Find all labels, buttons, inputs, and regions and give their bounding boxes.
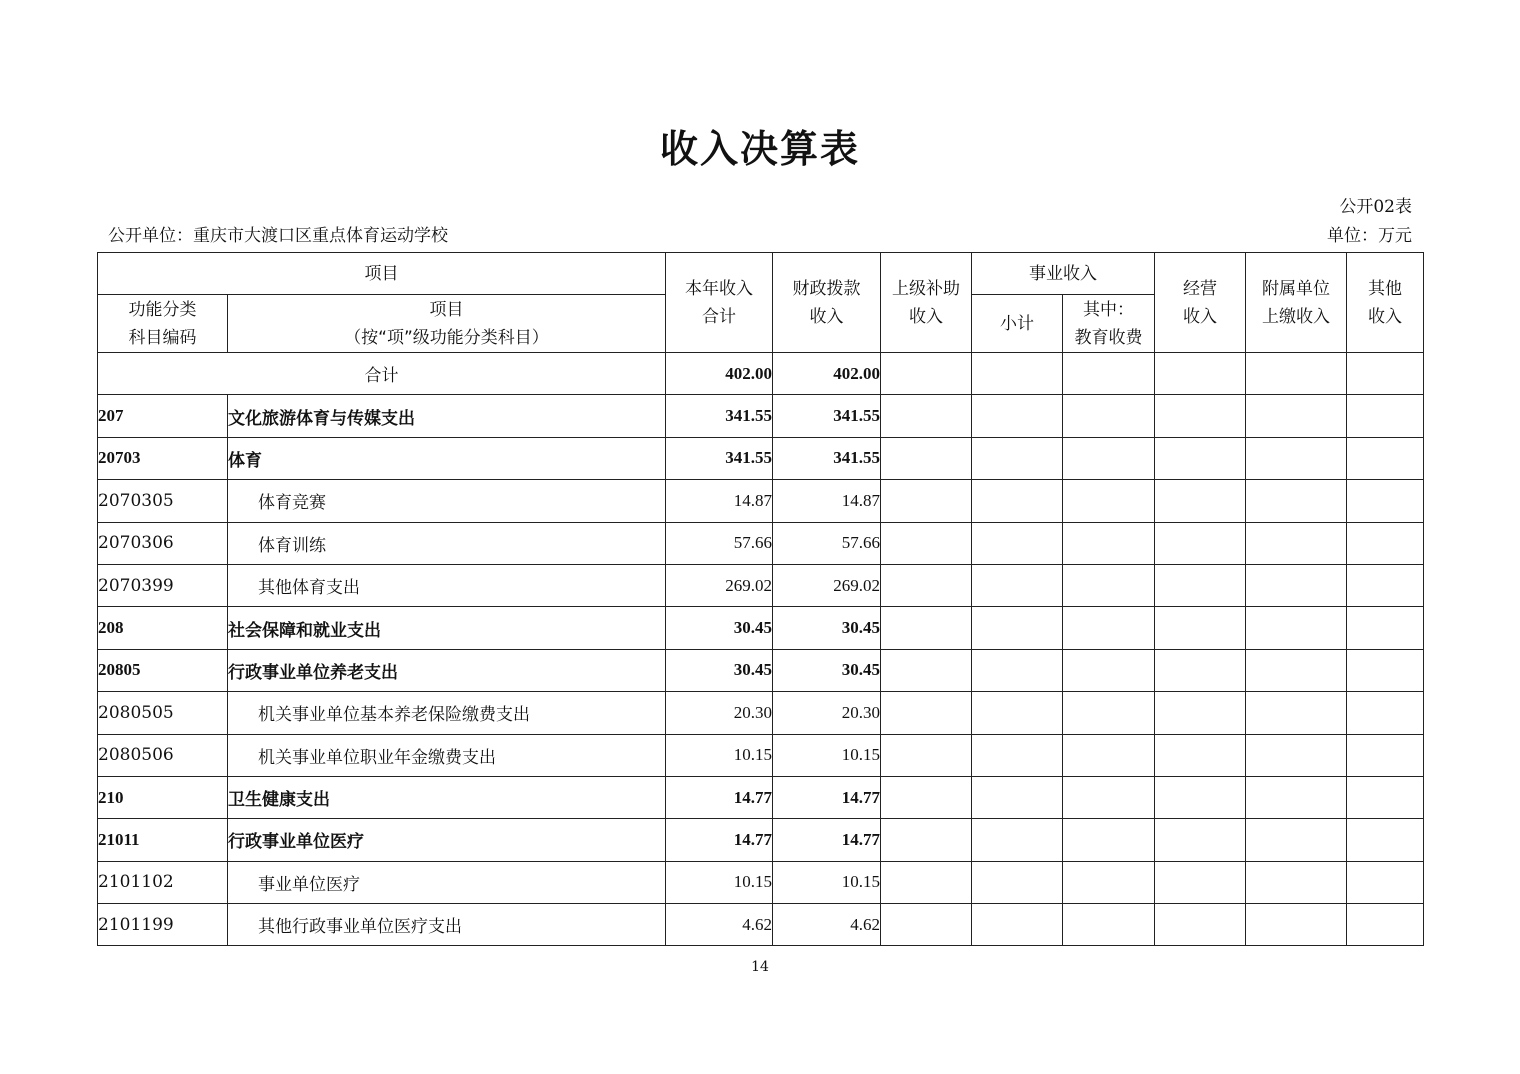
row-name: 行政事业单位医疗 — [228, 819, 666, 861]
empty-cell — [1347, 734, 1424, 776]
empty-cell — [1063, 776, 1155, 818]
empty-cell — [972, 819, 1063, 861]
table-row — [98, 437, 1424, 479]
row-fiscal: 269.02 — [773, 564, 881, 606]
empty-cell — [1063, 437, 1155, 479]
empty-cell — [1347, 522, 1424, 564]
empty-cell — [1246, 904, 1347, 946]
table-row — [98, 734, 1424, 776]
header-business: 事业收入 — [972, 253, 1155, 295]
empty-cell — [1246, 734, 1347, 776]
row-name: 机关事业单位职业年金缴费支出 — [228, 734, 666, 776]
empty-cell — [1063, 564, 1155, 606]
empty-cell — [1246, 437, 1347, 479]
empty-cell — [1063, 649, 1155, 691]
row-name: 卫生健康支出 — [228, 776, 666, 818]
header-code: 功能分类 科目编码 — [98, 295, 228, 353]
empty-cell — [1246, 861, 1347, 903]
empty-cell — [1347, 395, 1424, 437]
header-name: 项目 （按“项”级功能分类科目） — [228, 295, 666, 353]
row-fiscal: 341.55 — [773, 395, 881, 437]
page-number: 14 — [751, 959, 769, 975]
row-name: 文化旅游体育与传媒支出 — [228, 395, 666, 437]
empty-cell — [1347, 607, 1424, 649]
row-name: 体育竞赛 — [228, 480, 666, 522]
total-fiscal-value: 402.00 — [773, 353, 881, 395]
empty-cell — [1246, 692, 1347, 734]
row-name: 机关事业单位基本养老保险缴费支出 — [228, 692, 666, 734]
row-fiscal: 4.62 — [773, 904, 881, 946]
row-total-income: 10.15 — [666, 734, 773, 776]
table-row — [98, 607, 1424, 649]
row-fiscal: 30.45 — [773, 649, 881, 691]
header-project: 项目 — [98, 253, 666, 295]
header-total-income: 本年收入 合计 — [666, 253, 773, 353]
row-total-income: 341.55 — [666, 437, 773, 479]
empty-cell — [1155, 734, 1246, 776]
table-row — [98, 819, 1424, 861]
total-label: 合计 — [98, 353, 666, 395]
empty-cell — [1155, 607, 1246, 649]
table-row — [98, 776, 1424, 818]
row-fiscal: 14.77 — [773, 776, 881, 818]
empty-cell — [1063, 480, 1155, 522]
header-other: 其他 收入 — [1347, 253, 1424, 353]
empty-cell — [1063, 692, 1155, 734]
row-total-income: 4.62 — [666, 904, 773, 946]
row-code: 2101199 — [98, 904, 228, 946]
header-superior: 上级补助 收入 — [881, 253, 972, 353]
table-row — [98, 861, 1424, 903]
empty-cell — [881, 734, 972, 776]
empty-cell — [1246, 776, 1347, 818]
empty-cell — [1246, 649, 1347, 691]
empty-cell — [881, 480, 972, 522]
empty-cell — [972, 437, 1063, 479]
row-code: 207 — [98, 395, 228, 437]
row-code: 20703 — [98, 437, 228, 479]
organization-label: 公开单位：重庆市大渡口区重点体育运动学校 — [108, 226, 448, 246]
empty-cell — [1347, 819, 1424, 861]
empty-cell — [1347, 692, 1424, 734]
empty-cell — [972, 649, 1063, 691]
empty-cell — [881, 353, 972, 395]
table-row — [98, 522, 1424, 564]
empty-cell — [972, 861, 1063, 903]
empty-cell — [972, 353, 1063, 395]
row-code: 2101102 — [98, 861, 228, 903]
empty-cell — [972, 564, 1063, 606]
empty-cell — [1063, 353, 1155, 395]
empty-cell — [1155, 861, 1246, 903]
row-name: 行政事业单位养老支出 — [228, 649, 666, 691]
empty-cell — [1347, 564, 1424, 606]
empty-cell — [1347, 776, 1424, 818]
empty-cell — [881, 861, 972, 903]
page-title: 收入决算表 — [659, 127, 860, 171]
income-statement-table — [97, 252, 1424, 946]
row-total-income: 14.87 — [666, 480, 773, 522]
empty-cell — [1155, 692, 1246, 734]
table-row — [98, 649, 1424, 691]
empty-cell — [972, 395, 1063, 437]
row-code: 2070306 — [98, 522, 228, 564]
row-code: 2080505 — [98, 692, 228, 734]
empty-cell — [1246, 395, 1347, 437]
empty-cell — [881, 649, 972, 691]
empty-cell — [881, 607, 972, 649]
empty-cell — [881, 776, 972, 818]
empty-cell — [1155, 904, 1246, 946]
row-fiscal: 10.15 — [773, 734, 881, 776]
empty-cell — [881, 395, 972, 437]
row-fiscal: 14.87 — [773, 480, 881, 522]
row-code: 210 — [98, 776, 228, 818]
header-subtotal: 小计 — [972, 295, 1063, 353]
empty-cell — [972, 776, 1063, 818]
table-number: 公开02表 — [1339, 197, 1412, 217]
empty-cell — [1155, 819, 1246, 861]
table-row — [98, 480, 1424, 522]
empty-cell — [972, 607, 1063, 649]
empty-cell — [881, 819, 972, 861]
table-row — [98, 904, 1424, 946]
empty-cell — [1155, 649, 1246, 691]
empty-cell — [1347, 437, 1424, 479]
row-total-income: 57.66 — [666, 522, 773, 564]
row-name: 体育训练 — [228, 522, 666, 564]
row-fiscal: 14.77 — [773, 819, 881, 861]
table-row — [98, 564, 1424, 606]
empty-cell — [1347, 904, 1424, 946]
total-row — [98, 353, 1424, 395]
empty-cell — [1246, 522, 1347, 564]
row-code: 21011 — [98, 819, 228, 861]
row-name: 社会保障和就业支出 — [228, 607, 666, 649]
table-row — [98, 692, 1424, 734]
empty-cell — [1155, 480, 1246, 522]
empty-cell — [1155, 395, 1246, 437]
header-affiliated: 附属单位 上缴收入 — [1246, 253, 1347, 353]
table-row — [98, 395, 1424, 437]
empty-cell — [1155, 776, 1246, 818]
empty-cell — [1347, 649, 1424, 691]
empty-cell — [1155, 353, 1246, 395]
header-edu-fee: 其中： 教育收费 — [1063, 295, 1155, 353]
empty-cell — [881, 692, 972, 734]
total-income-value: 402.00 — [666, 353, 773, 395]
empty-cell — [1063, 904, 1155, 946]
empty-cell — [881, 564, 972, 606]
empty-cell — [1347, 353, 1424, 395]
row-fiscal: 30.45 — [773, 607, 881, 649]
empty-cell — [972, 904, 1063, 946]
row-total-income: 269.02 — [666, 564, 773, 606]
empty-cell — [1063, 395, 1155, 437]
unit-label: 单位：万元 — [1327, 226, 1412, 246]
row-total-income: 20.30 — [666, 692, 773, 734]
empty-cell — [1246, 607, 1347, 649]
empty-cell — [1347, 480, 1424, 522]
empty-cell — [1246, 564, 1347, 606]
header-operating: 经营 收入 — [1155, 253, 1246, 353]
row-name: 其他体育支出 — [228, 564, 666, 606]
empty-cell — [1246, 819, 1347, 861]
row-name: 体育 — [228, 437, 666, 479]
row-fiscal: 341.55 — [773, 437, 881, 479]
row-name: 事业单位医疗 — [228, 861, 666, 903]
empty-cell — [1246, 480, 1347, 522]
empty-cell — [1063, 819, 1155, 861]
empty-cell — [1063, 522, 1155, 564]
row-code: 2070305 — [98, 480, 228, 522]
empty-cell — [1155, 564, 1246, 606]
row-fiscal: 57.66 — [773, 522, 881, 564]
row-total-income: 30.45 — [666, 649, 773, 691]
empty-cell — [881, 904, 972, 946]
row-name: 其他行政事业单位医疗支出 — [228, 904, 666, 946]
empty-cell — [972, 522, 1063, 564]
empty-cell — [972, 692, 1063, 734]
row-code: 208 — [98, 607, 228, 649]
row-total-income: 341.55 — [666, 395, 773, 437]
row-code: 2070399 — [98, 564, 228, 606]
row-code: 20805 — [98, 649, 228, 691]
empty-cell — [1246, 353, 1347, 395]
empty-cell — [1155, 437, 1246, 479]
header-fiscal: 财政拨款 收入 — [773, 253, 881, 353]
empty-cell — [1063, 861, 1155, 903]
row-total-income: 10.15 — [666, 861, 773, 903]
empty-cell — [1063, 734, 1155, 776]
row-fiscal: 20.30 — [773, 692, 881, 734]
empty-cell — [1063, 607, 1155, 649]
row-code: 2080506 — [98, 734, 228, 776]
empty-cell — [972, 734, 1063, 776]
empty-cell — [1347, 861, 1424, 903]
row-total-income: 14.77 — [666, 776, 773, 818]
row-total-income: 14.77 — [666, 819, 773, 861]
empty-cell — [881, 522, 972, 564]
empty-cell — [881, 437, 972, 479]
row-total-income: 30.45 — [666, 607, 773, 649]
empty-cell — [1155, 522, 1246, 564]
row-fiscal: 10.15 — [773, 861, 881, 903]
empty-cell — [972, 480, 1063, 522]
